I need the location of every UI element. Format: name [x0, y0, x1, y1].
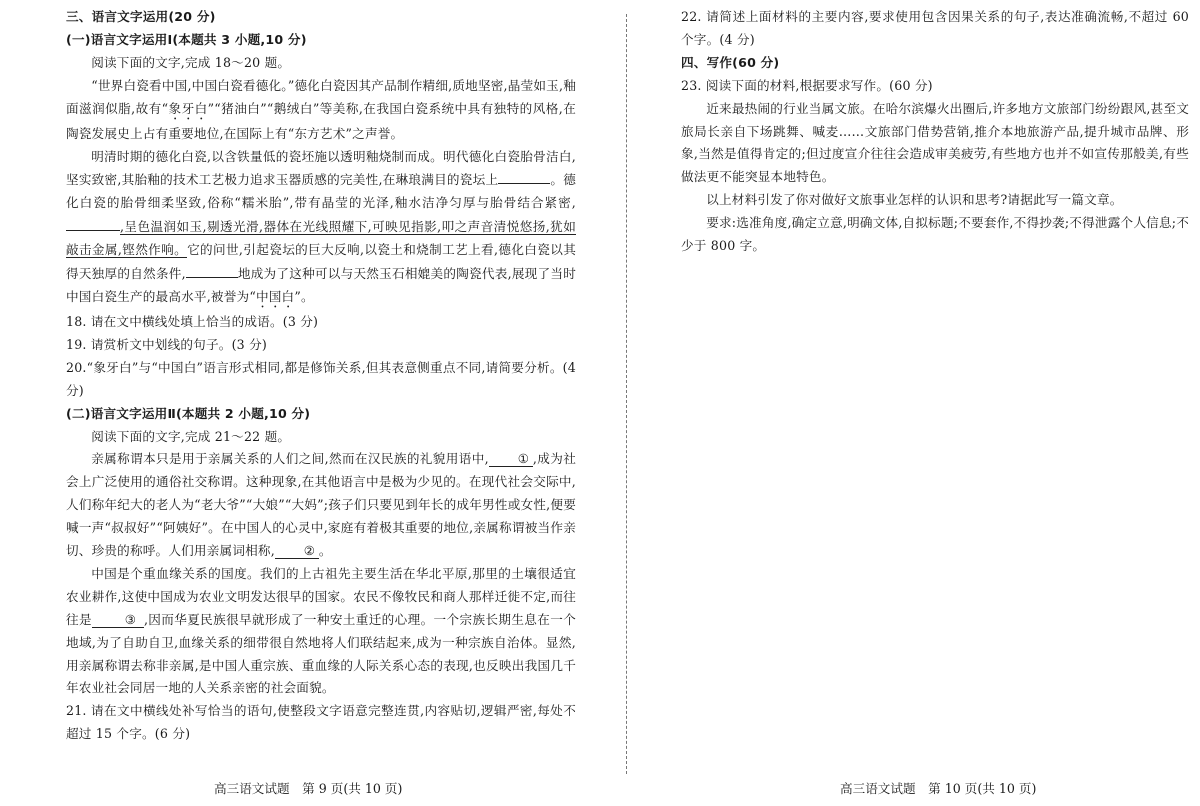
blank-1: ①	[489, 451, 533, 467]
blank-2: ②	[275, 543, 319, 559]
left-page	[66, 0, 576, 806]
writing-material: 近来最热闹的行业当属文旅。在哈尔滨爆火出圈后,许多地方文旅部门纷纷跟风,甚至文旅局长亲自下场跳舞、喊麦……文旅部门借势营销,推介本地旅游产品,提升城市品牌、形象,当然是值得肯定的;但过度宣介往往会造成审美疲劳,有些地方也并不如宣传那般美,有些做法更不能突显本地特色。	[681, 100, 1189, 185]
passage-2-paragraph-1: 亲属称谓本只是用于亲属关系的人们之间,然而在汉民族的礼貌用语中, ① ,成为社会上广泛使用的通俗社交称谓。这种现象,在其他语言中是极为少见的。在现代社会交际中,人们称年纪大的老人为“老大爷”“大娘”“大妈”;孩子们只要见到年长的成年男性或女性,便要喊一声“叔叔好”“阿姨好”。在中国人的心灵中,家庭有着极其重要的地位,亲属称谓被当作亲切、珍贵的称呼。人们用亲属词相称, ② 。	[66, 451, 576, 559]
question-19: 19. 请赏析文中划线的句子。(3 分)	[66, 336, 267, 352]
blank-line	[186, 262, 238, 278]
underlined-sentence: ,呈色温润如玉,剔透光滑,器体在光线照耀下,可映见指影,叩之声音清悦悠扬,犹如敲击金属,铿然作响。	[66, 219, 576, 258]
blank-3: ③	[92, 612, 144, 628]
blank-line	[498, 168, 550, 184]
question-18: 18. 请在文中横线处填上恰当的成语。(3 分)	[66, 313, 319, 329]
question-23: 23. 阅读下面的材料,根据要求写作。(60 分)	[681, 77, 933, 93]
blank-line	[66, 215, 120, 231]
writing-prompt: 以上材料引发了你对做好文旅事业怎样的认识和思考?请据此写一篇文章。	[706, 192, 1123, 208]
section-3-title: 三、语言文字运用(20 分)	[66, 9, 216, 24]
section-4-title: 四、写作(60 分)	[681, 54, 780, 70]
passage-2-paragraph-2: 中国是个重血缘关系的国度。我们的上古祖先主要生活在华北平原,那里的土壤很适宜农业耕作,这使中国成为农业文明发达很早的国家。农民不像牧民和商人那样迁徙不定,而往往是 ③ ,因而华夏民族很早就形成了一种安土重迁的心理。一个宗族长期生息在一个地域,为了自助自卫,血缘关系的细带很自然地将人们联结起来,成为一种宗族自治体。显然,用亲属称谓去称非亲属,是中国人重宗族、重血缘的人际关系心态的表现,也反映出我国几千年农业社会同居一地的人关系亲密的社会面貌。	[66, 565, 576, 696]
part-2-title: (二)语言文字运用Ⅱ(本题共 2 小题,10 分)	[66, 405, 311, 421]
left-page-footer: 高三语文试题 第 9 页(共 10 页)	[214, 781, 403, 796]
part-1-instruction: 阅读下面的文字,完成 18～20 题。	[91, 54, 291, 70]
emphasis-ivory-white: 象牙白	[168, 100, 208, 116]
part-1-title: (一)语言文字运用Ⅰ(本题共 3 小题,10 分)	[66, 31, 307, 47]
emphasis-china-white: 中国白	[255, 288, 295, 304]
question-21: 21. 请在文中横线处补写恰当的语句,使整段文字语意完整连贯,内容贴切,逻辑严密,每处不超过 15 个字。(6 分)	[66, 703, 576, 742]
part-2-instruction: 阅读下面的文字,完成 21～22 题。	[91, 428, 291, 444]
page-divider	[626, 14, 627, 774]
question-20: 20.“象牙白”与“中国白”语言形式相同,都是修饰关系,但其表意侧重点不同,请简要分析。(4 分)	[66, 359, 576, 398]
passage-1-paragraph-2: 明清时期的德化白瓷,以含铁量低的瓷坯施以透明釉烧制而成。明代德化白瓷胎骨洁白,坚实致密,其胎釉的技术工艺极力追求玉器质感的完美性,在琳琅满目的瓷坛上 。德化白瓷的胎骨细柔坚致,俗称“糯米胎”,带有晶莹的光泽,釉水洁净匀厚与胎骨结合紧密,,呈色温润如玉,剔透光滑,器体在光线照耀下,可映见指影,叩之声音清悦悠扬,犹如敲击金属,铿然作响。它的问世,引起瓷坛的巨大反响,以瓷土和烧制工艺上看,德化白瓷以其得天独厚的自然条件, 地成为了这种可以与天然玉石相媲美的陶瓷代表,展现了当时中国白瓷生产的最高水平,被誉为“中国白”。	[66, 148, 576, 304]
writing-requirements: 要求:选准角度,确定立意,明确文体,自拟标题;不要套作,不得抄袭;不得泄露个人信息;不少于 800 字。	[681, 215, 1189, 254]
passage-1-paragraph-1: “世界白瓷看中国,中国白瓷看德化。”德化白瓷因其产品制作精细,质地坚密,晶莹如玉,釉面滋润似脂,故有“象牙白”“猪油白”“鹅绒白”等美称,在我国白瓷系统中具有独特的风格,在陶瓷发展史上占有重要地位,在国际上有“东方艺术”之声誉。	[66, 77, 576, 141]
question-22: 22. 请简述上面材料的主要内容,要求使用包含因果关系的句子,表达准确流畅,不超过 60 个字。(4 分)	[681, 9, 1189, 47]
right-page	[681, 0, 1189, 806]
right-page-footer: 高三语文试题 第 10 页(共 10 页)	[840, 781, 1037, 796]
